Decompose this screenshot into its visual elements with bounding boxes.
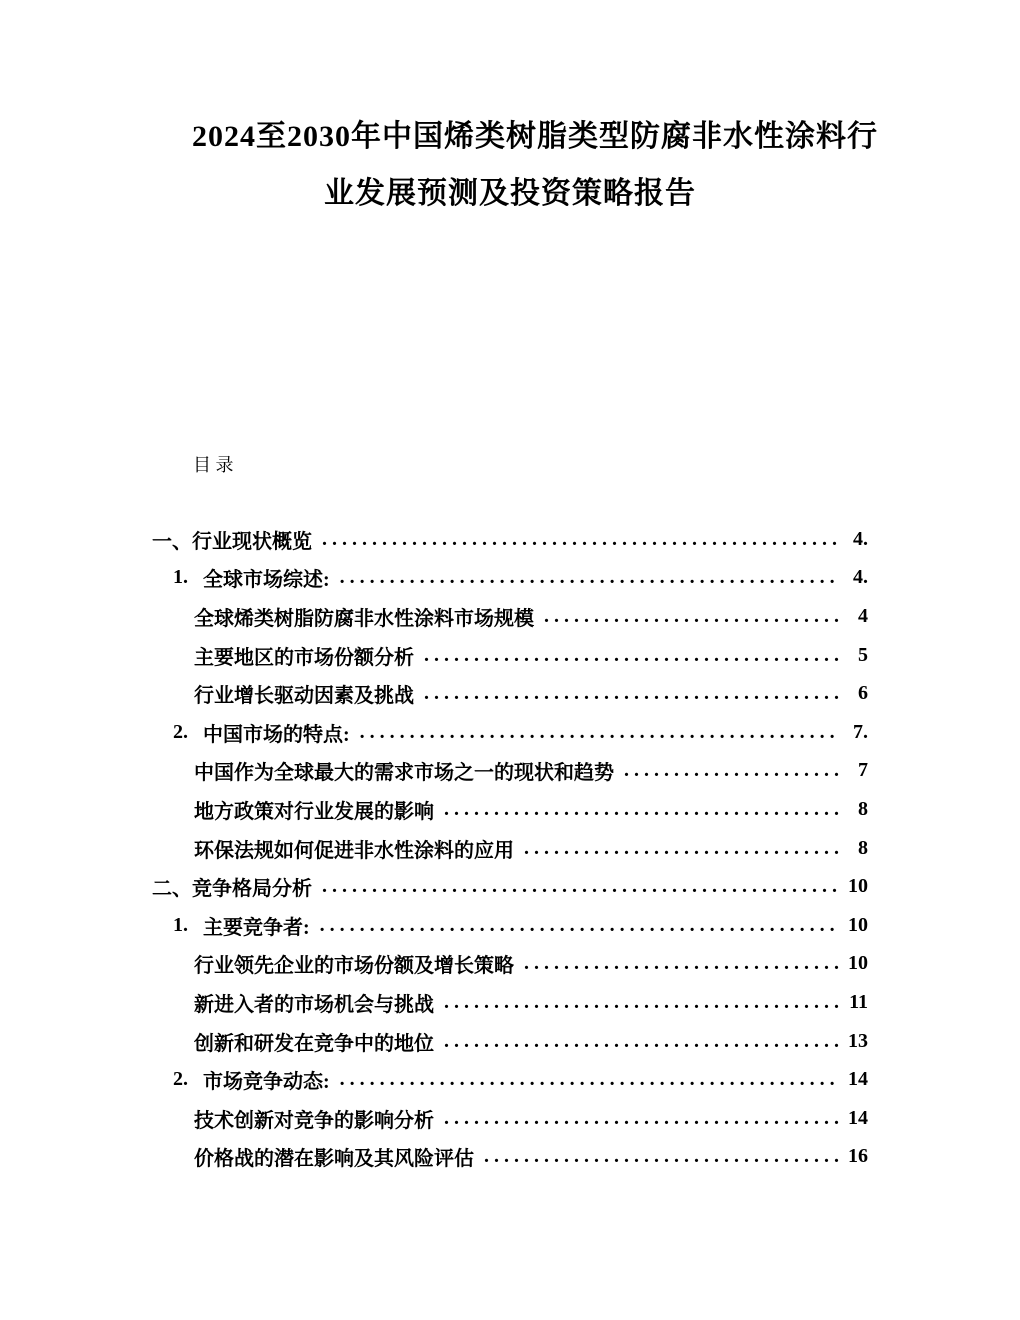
dot-leader xyxy=(360,721,840,744)
toc-entry-label: 技术创新对竞争的影响分析 xyxy=(194,1109,434,1132)
toc-entry-label: 价格战的潜在影响及其风险评估 xyxy=(194,1148,474,1171)
toc-page-number: 10 xyxy=(848,913,868,936)
toc-page-number: 4. xyxy=(853,527,868,550)
dot-leader xyxy=(320,914,840,937)
dot-leader xyxy=(444,1030,840,1053)
toc-entry xyxy=(152,1099,868,1138)
toc-entry xyxy=(152,636,868,675)
toc-page-number: 16 xyxy=(848,1145,868,1168)
toc-entry xyxy=(152,1138,868,1177)
toc-entry-label: 中国作为全球最大的需求市场之一的现状和趋势 xyxy=(194,762,614,785)
toc-entry xyxy=(152,829,868,868)
dot-leader xyxy=(524,837,840,860)
toc-entry xyxy=(152,559,868,598)
toc-entry-prefix: 2. xyxy=(173,720,188,743)
toc-page-number: 14 xyxy=(848,1106,868,1129)
dot-leader xyxy=(624,759,840,782)
toc-page-number: 8 xyxy=(858,836,868,859)
toc-entry-label: 创新和研发在竞争中的地位 xyxy=(194,1032,434,1055)
toc-entry xyxy=(152,906,868,945)
toc-page-number: 7 xyxy=(858,759,868,782)
toc-entry xyxy=(152,752,868,791)
toc-page-number: 4. xyxy=(853,566,868,589)
dot-leader xyxy=(444,798,840,821)
toc-entry xyxy=(152,790,868,829)
dot-leader xyxy=(444,991,840,1014)
dot-leader xyxy=(484,1145,840,1168)
toc-entry xyxy=(152,597,868,636)
toc-page-number: 8 xyxy=(858,797,868,820)
toc-page-number: 6 xyxy=(858,682,868,705)
toc-page-number: 5 xyxy=(858,643,868,666)
dot-leader xyxy=(340,1068,840,1091)
toc-entry xyxy=(152,867,868,906)
dot-leader xyxy=(322,528,840,551)
dot-leader xyxy=(424,644,840,667)
toc-entry-prefix: 1. xyxy=(173,913,188,936)
toc-entry xyxy=(152,520,868,559)
toc-entry xyxy=(152,983,868,1022)
dot-leader xyxy=(340,566,840,589)
toc-page-number: 14 xyxy=(848,1068,868,1091)
toc-entry-label: 环保法规如何促进非水性涂料的应用 xyxy=(194,839,514,862)
dot-leader xyxy=(322,875,840,898)
report-title-line-1: 2024至2030年中国烯类树脂类型防腐非水性涂料行 xyxy=(192,120,878,153)
toc-entry-label: 主要竞争者: xyxy=(203,916,310,939)
toc-entry xyxy=(152,713,868,752)
toc-heading: 目 录 xyxy=(193,455,234,475)
dot-leader xyxy=(544,605,840,628)
dot-leader xyxy=(524,952,840,975)
toc-entry-prefix: 二、 xyxy=(152,878,192,901)
toc-page-number: 10 xyxy=(848,875,868,898)
toc-entry-prefix: 1. xyxy=(173,566,188,589)
toc-entry-label: 全球市场综述: xyxy=(203,569,330,592)
dot-leader xyxy=(444,1107,840,1130)
toc-page-number: 4 xyxy=(858,604,868,627)
toc-entry xyxy=(152,945,868,984)
toc-entry xyxy=(152,1022,868,1061)
dot-leader xyxy=(424,682,840,705)
toc-entry-label: 行业增长驱动因素及挑战 xyxy=(194,685,414,708)
toc-entry-label: 新进入者的市场机会与挑战 xyxy=(194,993,434,1016)
toc-list xyxy=(0,520,1020,1176)
toc-entry-label: 行业现状概览 xyxy=(192,530,312,553)
toc-entry-label: 地方政策对行业发展的影响 xyxy=(194,800,434,823)
toc-entry-label: 中国市场的特点: xyxy=(203,723,350,746)
toc-entry xyxy=(152,674,868,713)
toc-entry-prefix: 一、 xyxy=(152,530,192,553)
report-title-line-2: 业发展预测及投资策略报告 xyxy=(324,177,696,210)
toc-entry xyxy=(152,1060,868,1099)
toc-entry-prefix: 2. xyxy=(173,1068,188,1091)
toc-page-number: 11 xyxy=(849,990,868,1013)
report-title xyxy=(0,0,1020,222)
toc-page-number: 13 xyxy=(848,1029,868,1052)
toc-entry-label: 市场竞争动态: xyxy=(203,1071,330,1094)
toc-entry-label: 竞争格局分析 xyxy=(192,878,312,901)
toc-entry-label: 全球烯类树脂防腐非水性涂料市场规模 xyxy=(194,607,534,630)
toc-page-number: 7. xyxy=(853,720,868,743)
toc-entry-label: 行业领先企业的市场份额及增长策略 xyxy=(194,955,514,978)
toc-page-number: 10 xyxy=(848,952,868,975)
toc-entry-label: 主要地区的市场份额分析 xyxy=(194,646,414,669)
